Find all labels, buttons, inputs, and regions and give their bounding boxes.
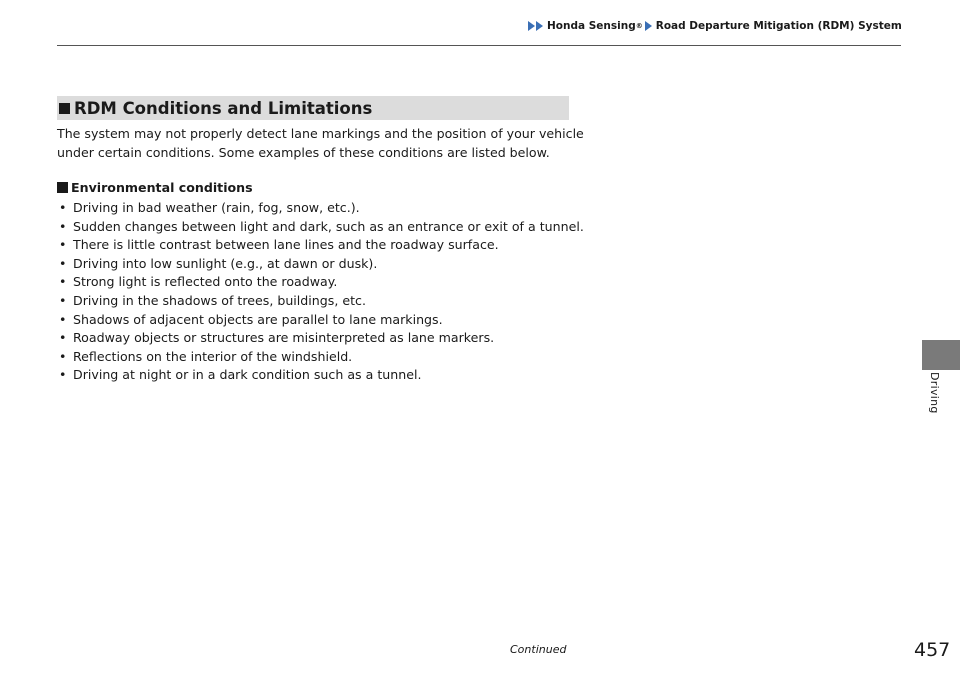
- bullet-icon: •: [59, 348, 67, 364]
- square-bullet-icon: [57, 182, 68, 193]
- list-item-text: Driving in bad weather (rain, fog, snow, etc.).: [73, 200, 360, 215]
- double-arrow-icon: [528, 21, 544, 31]
- bullet-icon: •: [59, 311, 67, 327]
- breadcrumb-item-honda-sensing[interactable]: Honda Sensing: [547, 20, 636, 32]
- bullet-icon: •: [59, 237, 67, 253]
- section-title: RDM Conditions and Limitations: [74, 98, 373, 118]
- chapter-label: Driving: [928, 372, 941, 414]
- list-item-text: Roadway objects or structures are misinterpreted as lane markers.: [73, 330, 495, 346]
- square-bullet-icon: [59, 103, 70, 114]
- list-item: [57, 199, 584, 218]
- list-item-text: Shadows of adjacent objects are parallel to lane markings.: [73, 311, 443, 327]
- list-item: [57, 292, 584, 311]
- subsection-heading: [57, 180, 253, 195]
- chapter-tab[interactable]: [922, 340, 960, 370]
- list-item: [57, 218, 584, 237]
- registered-mark: ®: [635, 22, 643, 30]
- bullet-icon: •: [59, 200, 67, 215]
- list-item-text: Strong light is reflected onto the roadway.: [73, 274, 338, 290]
- continued-label: Continued: [510, 643, 567, 656]
- list-item-text: Driving in the shadows of trees, buildings, etc.: [73, 292, 366, 308]
- conditions-list: [57, 199, 584, 385]
- list-item: [57, 366, 584, 385]
- bullet-icon: •: [59, 367, 67, 383]
- breadcrumb: [528, 20, 902, 32]
- bullet-icon: •: [59, 218, 67, 234]
- bullet-icon: •: [59, 255, 67, 271]
- list-item-text: There is little contrast between lane lines and the roadway surface.: [73, 237, 499, 253]
- list-item: [57, 311, 584, 330]
- bullet-icon: •: [59, 330, 67, 346]
- bullet-icon: •: [59, 292, 67, 308]
- list-item: [57, 329, 584, 348]
- arrow-icon: [645, 21, 653, 31]
- list-item: [57, 236, 584, 255]
- list-item: [57, 273, 584, 292]
- list-item-text: Driving into low sunlight (e.g., at dawn or dusk).: [73, 255, 378, 271]
- list-item-text: Driving at night or in a dark condition such as a tunnel.: [73, 367, 422, 383]
- section-heading-bar: [57, 96, 569, 120]
- page-number: 457: [914, 639, 951, 661]
- breadcrumb-item-rdm-system[interactable]: Road Departure Mitigation (RDM) System: [655, 20, 902, 32]
- list-item: [57, 255, 584, 274]
- subsection-title: Environmental conditions: [71, 180, 253, 195]
- header-divider: [57, 45, 901, 46]
- bullet-icon: •: [59, 274, 67, 290]
- intro-paragraph: The system may not properly detect lane markings and the position of your vehicle under certain conditions. Some examples of these conditions are listed below.: [57, 126, 584, 160]
- list-item-text: Reflections on the interior of the windshield.: [73, 348, 353, 364]
- list-item: [57, 348, 584, 367]
- list-item-text: Sudden changes between light and dark, such as an entrance or exit of a tunnel.: [73, 218, 584, 234]
